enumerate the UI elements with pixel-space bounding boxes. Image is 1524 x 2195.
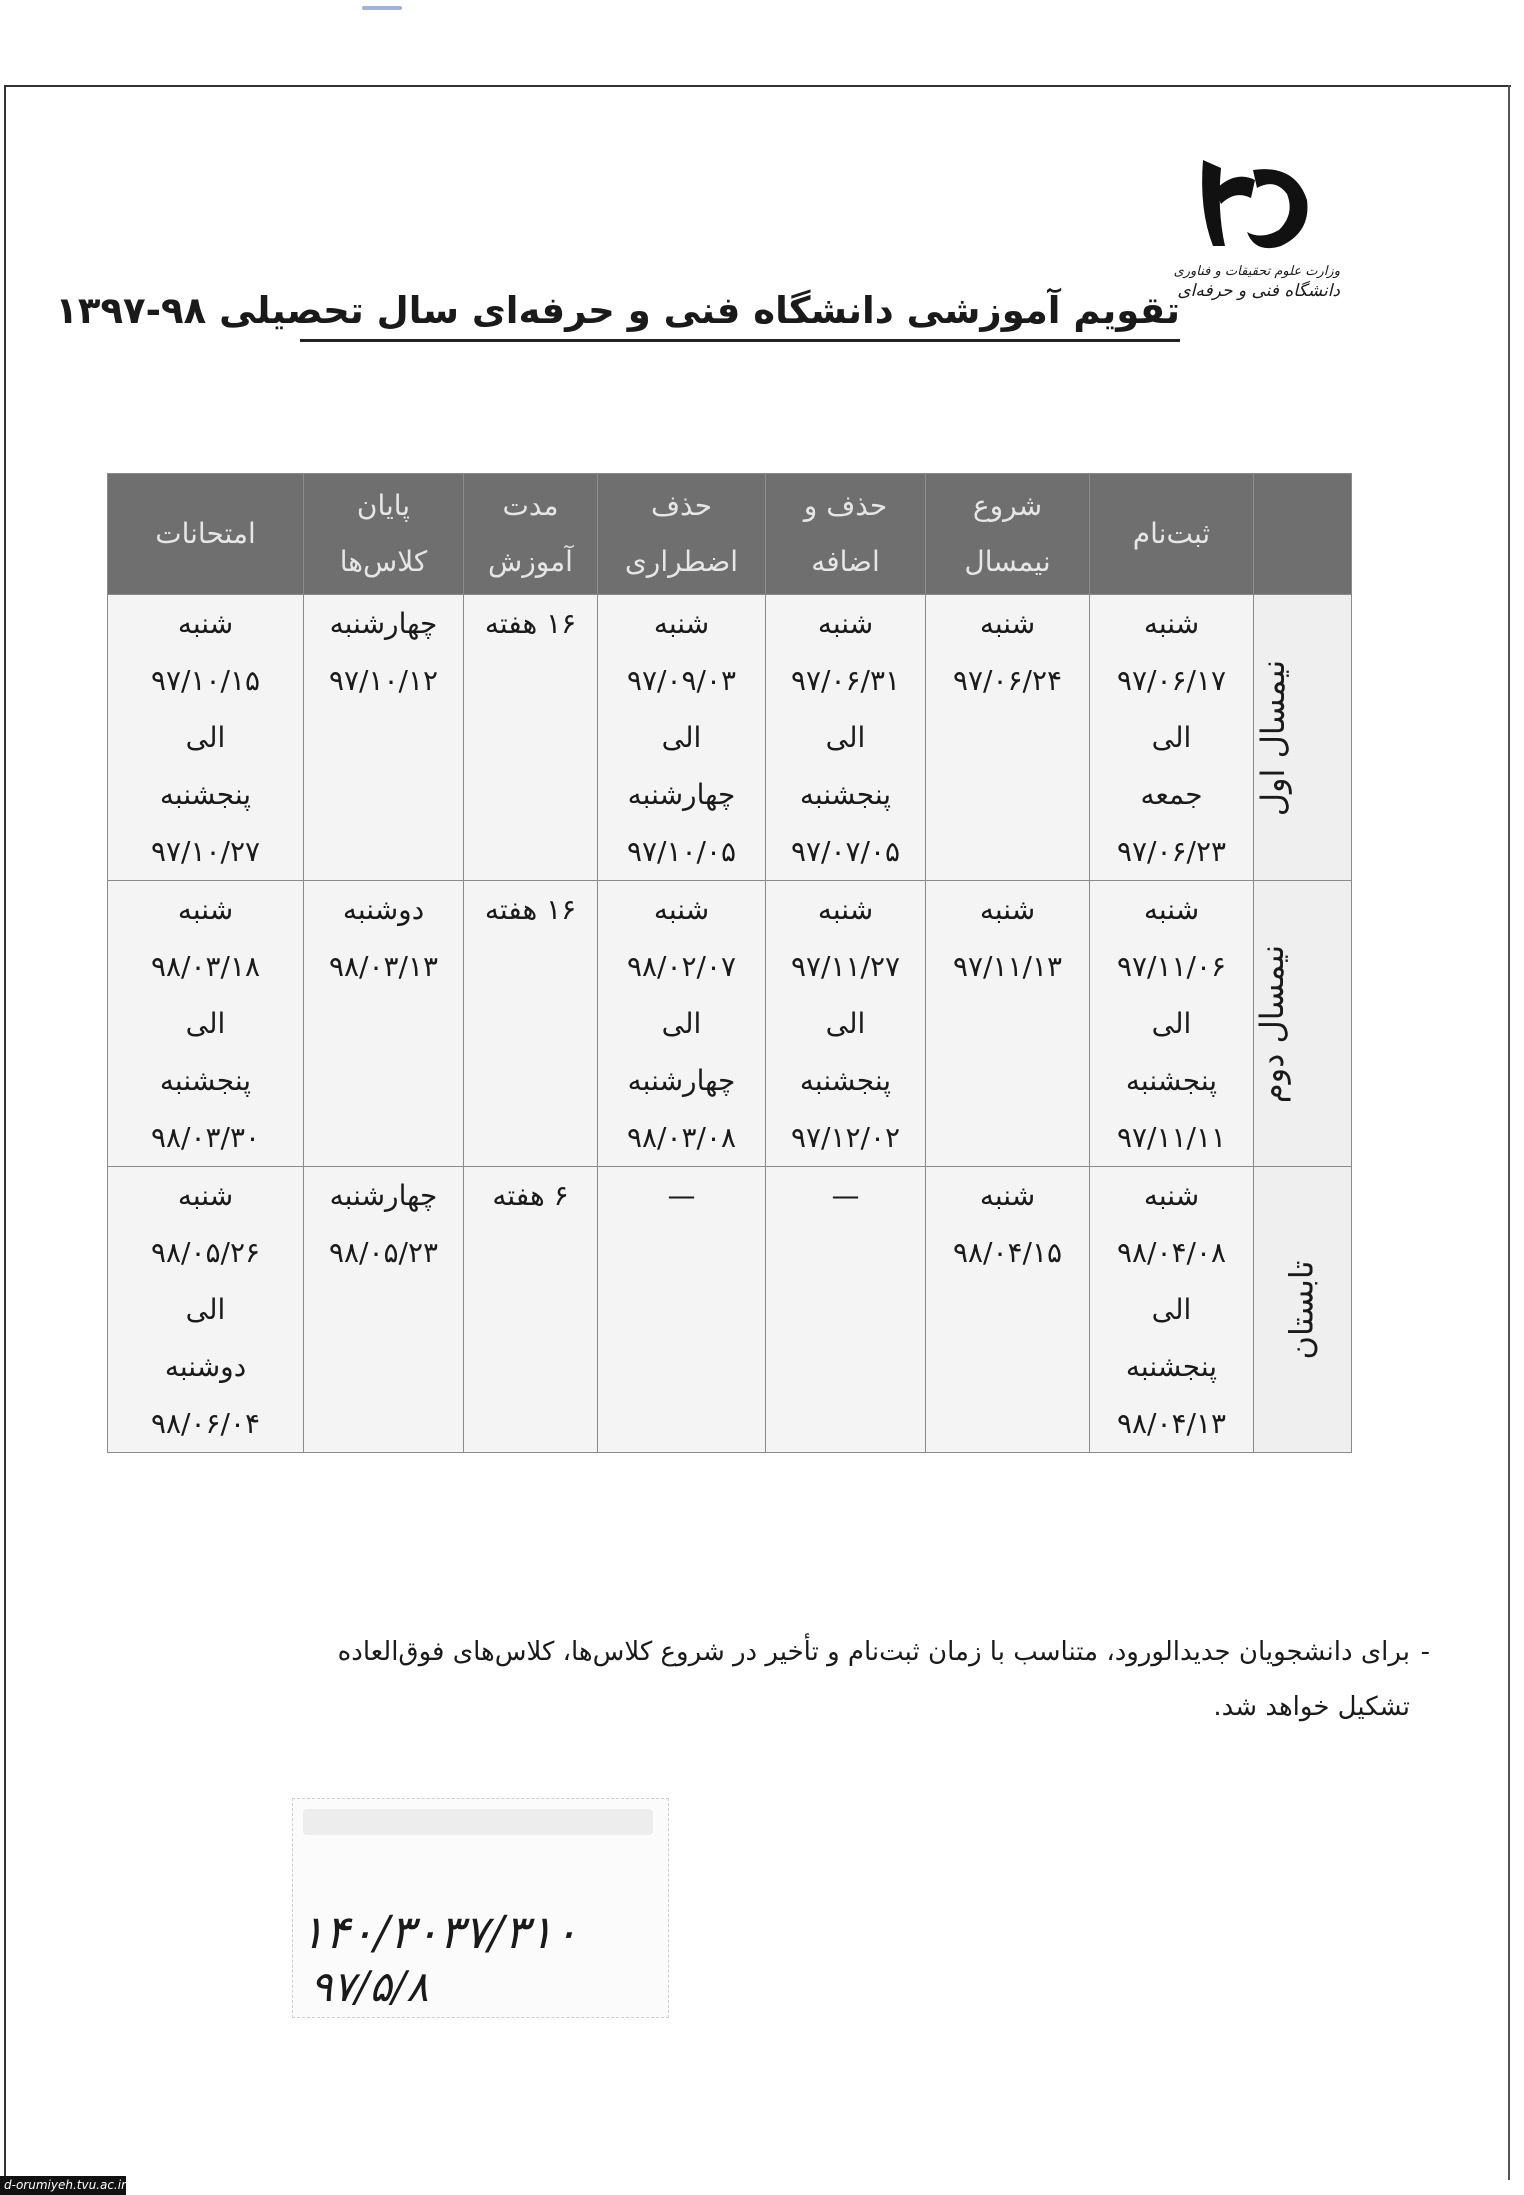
cell-line: ۹۷/۰۶/۲۴ <box>952 664 1063 697</box>
table-cell <box>926 881 1090 1167</box>
table-cell <box>1090 1167 1254 1453</box>
cell-line: ۹۷/۰۹/۰۳ <box>626 664 737 697</box>
col-label-2: آموزش <box>488 545 573 578</box>
table-cell <box>304 881 464 1167</box>
cell-line: جمعه <box>1140 778 1203 811</box>
cell-line: پنجشنبه <box>1125 1064 1218 1097</box>
col-label: امتحانات <box>155 517 256 550</box>
cell-line: شنبه <box>653 893 710 926</box>
cell-line: شنبه <box>979 1179 1036 1212</box>
cell-line: شنبه <box>1143 607 1200 640</box>
table-cell <box>304 595 464 881</box>
col-label: حذف <box>650 489 713 522</box>
cell-line: شنبه <box>177 607 234 640</box>
cell-line: شنبه <box>1143 893 1200 926</box>
cell-line: الی <box>825 721 866 754</box>
cell-line: الی <box>1151 721 1192 754</box>
cell-line: شنبه <box>817 893 874 926</box>
col-label-2: اضافه <box>811 545 880 578</box>
page-title: تقویم آموزشی دانشگاه فنی و حرفه‌ای سال تحصیلی ۹۸-۱۳۹۷ <box>300 289 1180 342</box>
cell-line: الی <box>1151 1293 1192 1326</box>
cell-line: شنبه <box>177 893 234 926</box>
university-logo-icon <box>1195 150 1320 262</box>
cell-line: پنجشنبه <box>799 1064 892 1097</box>
cell-line: الی <box>185 1293 226 1326</box>
cell-line: الی <box>185 721 226 754</box>
cell-line: ۹۷/۱۲/۰۲ <box>790 1121 901 1154</box>
stamp-faded-line <box>303 1809 653 1835</box>
site-watermark: d-orumiyeh.tvu.ac.ir <box>0 2176 126 2195</box>
cell-line: ۱۶ هفته <box>484 893 577 926</box>
cell-line: شنبه <box>979 893 1036 926</box>
table-cell <box>108 595 304 881</box>
cell-line: ۹۷/۱۱/۲۷ <box>790 950 901 983</box>
cell-line: الی <box>825 1007 866 1040</box>
cell-line: شنبه <box>177 1179 234 1212</box>
footnote-line-1: برای دانشجویان جدیدالورود، متناسب با زمان ثبت‌نام و تأخیر در شروع کلاس‌ها، کلاس‌های فوق‌العاده <box>337 1637 1410 1667</box>
cell-line: ۹۸/۰۳/۱۳ <box>328 950 439 983</box>
table-cell <box>108 1167 304 1453</box>
semester-label: تابستان <box>1282 1259 1321 1360</box>
cell-line: الی <box>1151 1007 1192 1040</box>
table-cell <box>598 881 766 1167</box>
table-row-summer <box>108 1167 1352 1453</box>
cell-line: پنجشنبه <box>159 1064 252 1097</box>
cell-line: ۹۸/۰۳/۰۸ <box>626 1121 737 1154</box>
page-frame-right <box>1508 85 1510 2180</box>
table-cell <box>304 1167 464 1453</box>
cell-line: ۹۷/۱۰/۲۷ <box>150 835 261 868</box>
top-mark <box>362 6 402 10</box>
cell-line: ۹۷/۰۶/۱۷ <box>1116 664 1227 697</box>
cell-line: چهارشنبه <box>627 1064 736 1097</box>
cell-line: ۹۷/۱۱/۱۳ <box>952 950 1063 983</box>
cell-line: ۱۶ هفته <box>484 607 577 640</box>
table-cell <box>464 595 598 881</box>
academic-calendar-table <box>107 473 1352 1453</box>
table-row-second-semester <box>108 881 1352 1167</box>
table-cell <box>766 595 926 881</box>
table-cell <box>766 1167 926 1453</box>
cell-line: الی <box>661 721 702 754</box>
cell-line: دوشنبه <box>342 893 425 926</box>
cell-line: ۹۸/۰۳/۱۸ <box>150 950 261 983</box>
semester-label: نیمسال دوم <box>1252 944 1291 1103</box>
col-label-2: نیمسال <box>964 545 1051 578</box>
col-classes-end <box>304 474 464 595</box>
semester-label-cell <box>1254 595 1352 881</box>
cell-line-dash: — <box>831 1179 860 1212</box>
col-label: شروع <box>972 489 1043 522</box>
cell-line: ۹۸/۰۵/۲۶ <box>150 1236 261 1269</box>
cell-line: ۹۸/۰۲/۰۷ <box>626 950 737 983</box>
cell-line: چهارشنبه <box>329 607 438 640</box>
col-add-drop <box>766 474 926 595</box>
cell-line: ۹۷/۰۷/۰۵ <box>790 835 901 868</box>
cell-line: شنبه <box>817 607 874 640</box>
cell-line: پنجشنبه <box>1125 1350 1218 1383</box>
cell-line: الی <box>661 1007 702 1040</box>
col-duration <box>464 474 598 595</box>
table-cell <box>926 1167 1090 1453</box>
col-registration <box>1090 474 1254 595</box>
header-corner <box>1254 474 1352 595</box>
cell-line: چهارشنبه <box>627 778 736 811</box>
cell-line-dash: — <box>667 1179 696 1212</box>
cell-line: ۹۸/۰۴/۰۸ <box>1116 1236 1227 1269</box>
cell-line: شنبه <box>1143 1179 1200 1212</box>
table-cell <box>598 595 766 881</box>
cell-line: ۹۸/۰۴/۱۵ <box>952 1236 1063 1269</box>
cell-line: چهارشنبه <box>329 1179 438 1212</box>
cell-line: شنبه <box>979 607 1036 640</box>
semester-label: نیمسال اول <box>1253 659 1292 816</box>
cell-line: ۹۸/۰۴/۱۳ <box>1116 1407 1227 1440</box>
footnote <box>105 1625 1430 1735</box>
header-row <box>108 474 1352 595</box>
cell-line: الی <box>185 1007 226 1040</box>
cell-line: ۹۷/۰۶/۳۱ <box>790 664 901 697</box>
semester-label-cell <box>1254 881 1352 1167</box>
table-row-first-semester <box>108 595 1352 881</box>
cell-line: ۹۸/۰۳/۳۰ <box>150 1121 261 1154</box>
cell-line: ۶ هفته <box>492 1179 569 1212</box>
table-cell <box>108 881 304 1167</box>
col-label-2: کلاس‌ها <box>339 545 428 578</box>
table-cell <box>926 595 1090 881</box>
col-semester-start <box>926 474 1090 595</box>
cell-line: ۹۸/۰۵/۲۳ <box>328 1236 439 1269</box>
col-exams <box>108 474 304 595</box>
cell-line: ۹۷/۱۰/۰۵ <box>626 835 737 868</box>
col-label: مدت <box>502 489 559 522</box>
table-cell <box>766 881 926 1167</box>
cell-line: پنجشنبه <box>799 778 892 811</box>
cell-line: ۹۸/۰۶/۰۴ <box>150 1407 261 1440</box>
col-label: حذف و <box>803 489 888 522</box>
col-label-2: اضطراری <box>624 545 739 578</box>
cell-line: ۹۷/۱۱/۱۱ <box>1116 1121 1227 1154</box>
handwritten-number: ۱۴۰/۳۰۳۷/۳۱۰ <box>300 1905 579 1959</box>
table-cell <box>598 1167 766 1453</box>
footnote-line-2: تشکیل خواهد شد. <box>1213 1692 1410 1722</box>
university-line: دانشگاه فنی و حرفه‌ای <box>1177 281 1340 301</box>
cell-line: ۹۷/۱۱/۰۶ <box>1116 950 1227 983</box>
cell-line: پنجشنبه <box>159 778 252 811</box>
cell-line: ۹۷/۱۰/۱۵ <box>150 664 261 697</box>
ministry-caption <box>1160 264 1340 302</box>
cell-line: ۹۷/۱۰/۱۲ <box>328 664 439 697</box>
cell-line: ۹۷/۰۶/۲۳ <box>1116 835 1227 868</box>
cell-line: دوشنبه <box>164 1350 247 1383</box>
table-cell <box>464 881 598 1167</box>
col-label: ثبت‌نام <box>1132 517 1211 550</box>
handwritten-date: ۹۷/۵/۸ <box>310 1962 429 2011</box>
cell-line: شنبه <box>653 607 710 640</box>
semester-label-cell <box>1254 1167 1352 1453</box>
table-cell <box>464 1167 598 1453</box>
footnote-bullet: - <box>1420 1637 1430 1667</box>
col-emergency-drop <box>598 474 766 595</box>
col-label: پایان <box>356 489 411 522</box>
ministry-line: وزارت علوم تحقیقات و فناوری <box>1173 264 1340 279</box>
